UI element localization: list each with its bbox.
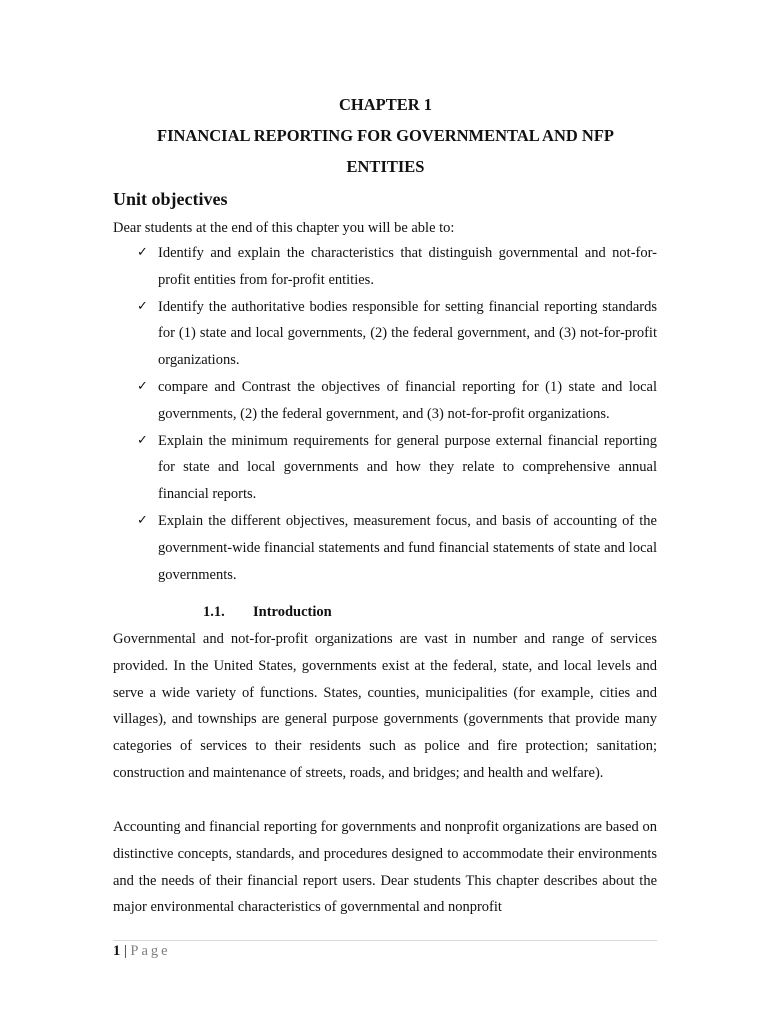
objective-text: Explain the minimum requirements for general purpose external financial reporting for state and local governments and how they relate to comprehensive annual financial reports.	[158, 432, 657, 503]
objectives-list	[137, 240, 657, 588]
checkmark-icon: ✓	[137, 378, 148, 394]
chapter-number: CHAPTER 1	[338, 95, 433, 114]
objective-text: Identify the authoritative bodies responsible for setting financial reporting standards for (1) state and local governments, (2) the federal government, and (3) not-for-profit organizations.	[158, 298, 657, 369]
footer-separator: |	[123, 943, 127, 959]
objective-text: Identify and explain the characteristics that distinguish governmental and not-for-profit entities from for-profit entities.	[158, 245, 657, 288]
objective-item	[137, 294, 657, 374]
checkmark-icon: ✓	[137, 298, 148, 314]
objective-item	[137, 374, 657, 428]
chapter-title-line-2: ENTITIES	[346, 157, 425, 176]
section-title: Introduction	[253, 604, 332, 620]
checkmark-icon: ✓	[137, 432, 148, 448]
page-label: Page	[130, 943, 171, 959]
checkmark-icon: ✓	[137, 512, 148, 528]
objective-item	[137, 428, 657, 508]
objective-text: Explain the different objectives, measurement focus, and basis of accounting of the government-wide financial statements and fund financial statements of state and local governments.	[158, 512, 657, 583]
objective-item	[137, 240, 657, 294]
chapter-title-line-1: FINANCIAL REPORTING FOR GOVERNMENTAL AND NFP	[156, 126, 614, 145]
introduction-paragraph-1: Governmental and not-for-profit organizations are vast in number and range of services provided. In the United States, governments exist at the federal, state, and local levels and serve a wide variety of functions. States, counties, municipalities (for example, cities and villages), and townships are general purpose governments (governments that provide many categories of services to their residents such as police and fire protection; sanitation; construction and maintenance of streets, roads, and bridges; and health and welfare).	[113, 631, 657, 781]
page-footer	[113, 942, 171, 960]
unit-objectives-heading: Unit objectives	[113, 189, 228, 209]
checkmark-icon: ✓	[137, 245, 148, 260]
introduction-paragraph-2: Accounting and financial reporting for governments and nonprofit organizations are based on distinctive concepts, standards, and procedures designed to accommodate their environments and the needs of their financial report users. Dear students This chapter describes about the major environmental characteristics of governmental and nonprofit	[113, 819, 657, 916]
objective-item	[137, 508, 657, 588]
objective-text: compare and Contrast the objectives of financial reporting for (1) state and local governments, (2) the federal government, and (3) not-for-profit organizations.	[158, 378, 657, 422]
section-number: 1.1.	[203, 604, 225, 620]
footer-divider	[113, 940, 657, 941]
page-number: 1	[113, 943, 121, 959]
unit-objectives-intro: Dear students at the end of this chapter you will be able to:	[113, 220, 455, 236]
